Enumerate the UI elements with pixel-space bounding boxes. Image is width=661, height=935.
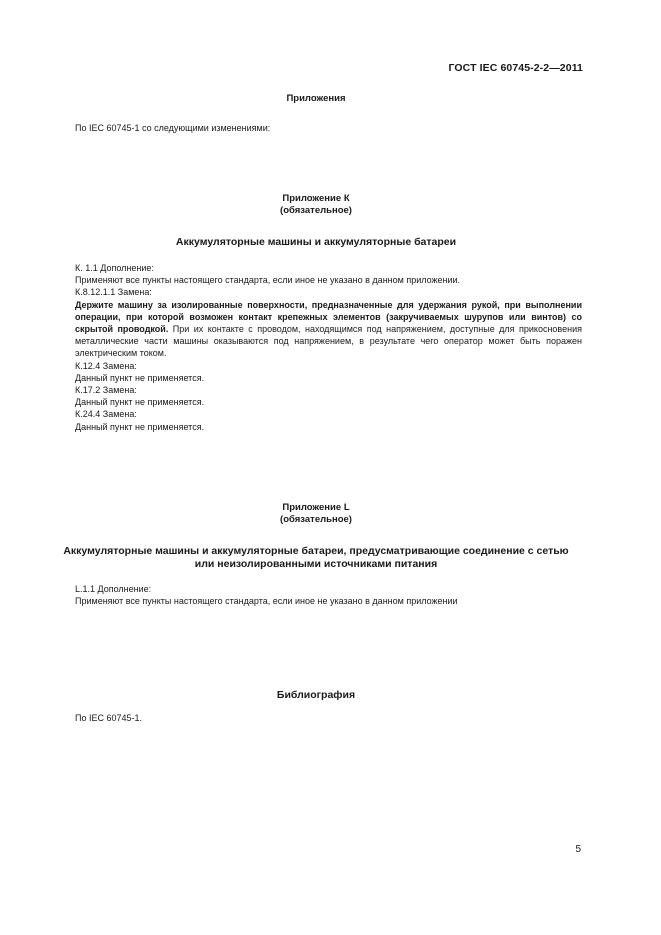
annex-k-heading	[46, 193, 586, 217]
annex-k-line: Применяют все пункты настоящего стандарта, если иное не указано в данном приложении.	[75, 275, 461, 286]
annex-k-line: К.17.2 Замена:	[75, 385, 137, 396]
annex-l-status: (обязательное)	[280, 514, 352, 525]
annex-k-title: Аккумуляторные машины и аккумуляторные батареи	[175, 236, 457, 248]
appendices-intro	[75, 122, 582, 134]
annex-k-body	[75, 262, 582, 433]
annex-l-title-line2: или неизолированными источниками питания	[194, 558, 438, 570]
page-number: 5	[575, 844, 581, 855]
appendices-title: Приложения	[286, 93, 346, 104]
annex-l-line: L.1.1 Дополнение:	[75, 584, 152, 594]
annex-l-title-line1: Аккумуляторные машины и аккумуляторные батареи, предусматривающие соединение с сетью	[63, 545, 569, 557]
annex-l-heading	[46, 502, 586, 526]
annex-k-warning	[75, 299, 582, 360]
bibliography-title: Библиография	[276, 689, 356, 701]
annex-k-line: К.12.4 Замена:	[75, 360, 137, 371]
annex-k-line: Данный пункт не применяется.	[75, 421, 205, 432]
annex-k-label: Приложение К	[282, 193, 350, 204]
appendices-intro-text: По IEC 60745-1 со следующими изменениями:	[75, 123, 271, 133]
annex-k-line: К. 1.1 Дополнение:	[75, 263, 154, 273]
annex-l-body	[75, 583, 582, 607]
bibliography-text: По IEC 60745-1.	[75, 713, 143, 723]
annex-k-line: Данный пункт не применяется.	[75, 372, 205, 383]
annex-k-line: Данный пункт не применяется.	[75, 397, 205, 408]
annex-k-line: К.24.4 Замена:	[75, 409, 137, 420]
annex-k-status: (обязательное)	[280, 205, 352, 216]
annex-l-label: Приложение L	[282, 502, 350, 513]
annex-k-warning-rest: При их контакте с проводом, находящимся под напряжением, доступные для прикосновения металлические части машины оказываются под напряжением, в результате чего оператор может быть поражен электрическим током.	[75, 324, 582, 359]
document-code: ГОСТ IEC 60745-2-2—2011	[448, 62, 583, 74]
annex-l-line: Применяют все пункты настоящего стандарта, если иное не указано в данном приложении	[75, 596, 458, 607]
annex-k-line: К.8.12.1.1 Замена:	[75, 287, 152, 298]
annex-l-title	[40, 545, 592, 571]
annex-k-warning-bold: Держите машину за изолированные поверхности, предназначенные для удержания рукой, при выполнении операции, при которой возможен контакт крепежных элементов (закручиваемых шурупов или винтов) со скрытой проводкой.	[75, 299, 582, 335]
bibliography-body	[75, 712, 582, 724]
